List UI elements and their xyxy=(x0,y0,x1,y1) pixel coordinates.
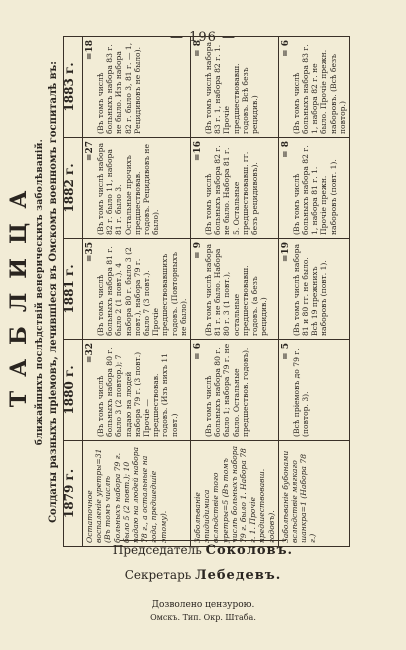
table-cell xyxy=(278,239,349,340)
table-cell xyxy=(191,340,279,441)
cell-text: (Въ томъ числѣ больныхъ набора 81 г. было 2 (1 повт.). 4 набора 80 г. было 3 (2 повт.), набора 79 г. было 7 (3 повт.). Прочіе предшествовавшихъ годовъ. (Повторныхъ не было). xyxy=(96,246,188,336)
table-row xyxy=(278,37,349,547)
table-title: ТАБЛИЦА xyxy=(6,176,32,408)
table-cell xyxy=(278,138,349,239)
cell-total: =35 xyxy=(85,242,95,263)
secretary-line xyxy=(0,568,406,583)
table-subtitle-2: Солдаты разныхъ пріемовъ, лечившіеся въ Омскомъ военномъ госпиталѣ въ: xyxy=(48,61,59,523)
cell-total: = 6 xyxy=(193,343,204,360)
cell-total: =27 xyxy=(85,141,95,162)
secretary-name: Лебедевъ. xyxy=(195,568,282,583)
table-cell xyxy=(191,138,279,239)
cell-text: (Въ томъ числѣ больныхъ набора 82 г. не было. Набора 81 г. 5. Остальные предшествовавш. гг. безъ рецидивовъ). xyxy=(204,145,260,235)
secretary-label: Секретарь xyxy=(124,568,192,582)
cell-total: = 9 xyxy=(193,242,204,259)
cell-total: = 8 xyxy=(193,40,204,57)
footer-divider xyxy=(120,540,286,541)
table-cell xyxy=(278,37,349,138)
table-cell xyxy=(191,239,279,340)
table-row xyxy=(191,37,279,547)
cell-text: (Въ томъ числѣ больныхъ набора 82 г. 1, набора 81 г. 1. Прочіе прежн. наборовъ (повт. 1). xyxy=(291,145,338,235)
chairman-name: Соколовъ. xyxy=(205,543,294,558)
table-cell xyxy=(83,37,191,138)
cell-text: (Въ томъ числѣ набора 81 и 80 гг. не было. Всѣ 19 прежнихъ наборовъ (повт. 1). xyxy=(291,244,329,336)
header-row xyxy=(64,37,83,547)
chairman-label: Председатель xyxy=(112,543,202,557)
cell-total: =32 xyxy=(85,343,95,364)
col-header-1883: 1883 г. xyxy=(64,37,83,138)
cell-total: =16 xyxy=(193,141,204,162)
cell-text: (Въ томъ числѣ больныхъ набора 83 г. 1, набора 82 г. не было. Прочіе прежн. наборовъ. (Всѣ безъ повтор.) xyxy=(291,44,347,134)
col-header-1880: 1880 г. xyxy=(64,340,83,441)
col-header-1879: 1879 г. xyxy=(64,441,83,547)
rotated-table-block xyxy=(5,37,405,547)
table-cell xyxy=(83,239,191,340)
cell-total: = 8 xyxy=(280,141,291,158)
cell-total: =18 xyxy=(85,40,95,61)
page-number: — 196 — xyxy=(169,30,237,45)
cell-text: (Въ томъ числѣ набора 81 г. не было. Набора 80 г. 3 (1 повт.), остальные предшествовавш. годовъ. (а безъ рецидив.) xyxy=(204,244,269,336)
col-header-1882: 1882 г. xyxy=(64,138,83,239)
cell-text: (Въ томъ числѣ набора 83 г. 1, набора 82 г. 1. Прочіе предшествовавш. годовъ. Всѣ безъ рецидив.) xyxy=(204,42,260,134)
cell-total: = 6 xyxy=(280,40,291,57)
row-label: Заболѣваніе бубонами вслѣдствіе мягкаго шанкра=1 (Набора 78 г.) xyxy=(278,441,349,547)
table-cell xyxy=(191,37,279,138)
row-label: Заболѣваніе эпидидимиса вслѣдствіе того уретры=5 (Въ томъ числѣ больныхъ набора 79 г. было 1. Набора 78 г. 1. Прочіе предшествовавш. годовъ). xyxy=(191,441,279,547)
cell-total: =19 xyxy=(280,242,291,263)
table-cell xyxy=(83,340,191,441)
cell-text: (Всѣ пріемовъ до 79 г. (повтор. 3). xyxy=(291,348,311,437)
table-subtitle: ближайшихъ послѣдствій венерическихъ заболѣваній. xyxy=(35,138,45,446)
table-cell xyxy=(278,340,349,441)
row-label: Остаточное воспаленіе уретры=31 (Въ томъ числѣ больныхъ набора 79 г. было 5 (2 повт.); 10 падаю на людей набора 78 г., а остальные на года, предшедшіе этому). xyxy=(83,441,191,547)
cell-text: (Въ томъ числѣ больныхъ набора 80 г. было 1; набора 79 г. не было. Остальные предшествов. годовъ). xyxy=(204,343,250,437)
cell-total: = 5 xyxy=(280,343,291,360)
censor-note: Дозволено цензурою. xyxy=(151,600,255,610)
cell-text: (Въ томъ числѣ набора 82 г. было 11, набора 81 г. было 3. Остальные прочихъ предшествовав. годовъ. Рецидивовъ не было). xyxy=(96,143,161,235)
table-row xyxy=(83,37,191,547)
cell-text: (Въ томъ числѣ больныхъ набора 80 г. было 3 (2 повтор.); 7 падаю на людей набора 79 г. (3 повт.) Прочіе — предшествовав. годовъ. (Изъ нихъ 11 повт.) xyxy=(96,347,179,437)
chairman-line xyxy=(0,543,406,558)
table-cell xyxy=(83,138,191,239)
data-table xyxy=(63,36,350,547)
printer-note: Омскъ. Тип. Окр. Штаба. xyxy=(150,613,256,622)
cell-text: (Въ томъ числѣ больныхъ набора 83 г. не было. Изъ набора 82 г. было 3, 81 г. — 1, Рецидивовъ не было). xyxy=(96,42,142,134)
col-header-1881: 1881 г. xyxy=(64,239,83,340)
